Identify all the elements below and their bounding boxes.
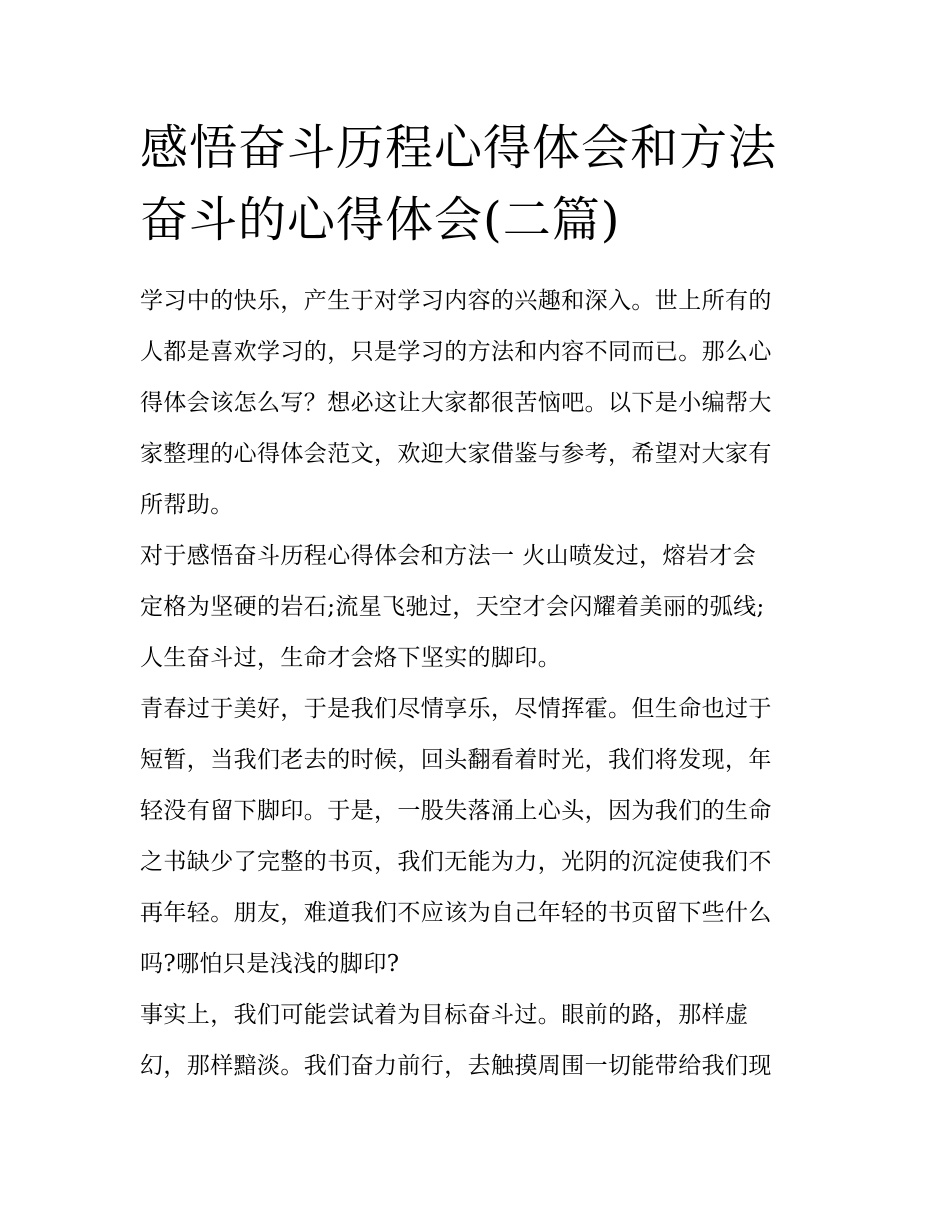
text-line: 人都是喜欢学习的，只是学习的方法和内容不同而已。那么心 — [140, 339, 772, 365]
text-line: 青春过于美好，于是我们尽情享乐，尽情挥霍。但生命也过于 — [140, 696, 772, 722]
text-line: 事实上，我们可能尝试着为目标奋斗过。眼前的路，那样虚 — [140, 1002, 749, 1028]
text-line: 家整理的心得体会范文，欢迎大家借鉴与参考，希望对大家有 — [140, 441, 772, 467]
text-line: 对于感悟奋斗历程心得体会和方法一 火山喷发过，熔岩才会 — [140, 543, 757, 569]
paragraph-youth — [140, 684, 820, 990]
text-line: 再年轻。朋友，难道我们不应该为自己年轻的书页留下些什么 — [140, 900, 772, 926]
text-line: 学习中的快乐，产生于对学习内容的兴趣和深入。世上所有的 — [140, 288, 772, 314]
text-line: 人生奋斗过，生命才会烙下坚实的脚印。 — [140, 645, 562, 671]
text-line: 之书缺少了完整的书页，我们无能为力，光阴的沉淀使我们不 — [140, 849, 772, 875]
text-line: 短暂，当我们老去的时候，回头翻看着时光，我们将发现，年 — [140, 747, 772, 773]
text-line: 所帮助。 — [140, 492, 234, 518]
text-line: 得体会该怎么写？想必这让大家都很苦恼吧。以下是小编帮大 — [140, 390, 772, 416]
paragraph-fact — [140, 990, 820, 1092]
paragraph-volcano — [140, 531, 820, 684]
title-line-2: 奋斗的心得体会(二篇) — [140, 192, 621, 248]
title-line-1: 感悟奋斗历程心得体会和方法 — [140, 120, 778, 176]
document-body — [140, 276, 820, 1092]
paragraph-intro — [140, 276, 820, 531]
text-line: 轻没有留下脚印。于是，一股失落涌上心头，因为我们的生命 — [140, 798, 772, 824]
text-line: 定格为坚硬的岩石;流星飞驰过，天空才会闪耀着美丽的弧线; — [140, 594, 765, 620]
text-line: 吗?哪怕只是浅浅的脚印? — [140, 951, 400, 977]
document-title — [140, 112, 820, 256]
text-line: 幻，那样黯淡。我们奋力前行，去触摸周围一切能带给我们现 — [140, 1053, 772, 1079]
